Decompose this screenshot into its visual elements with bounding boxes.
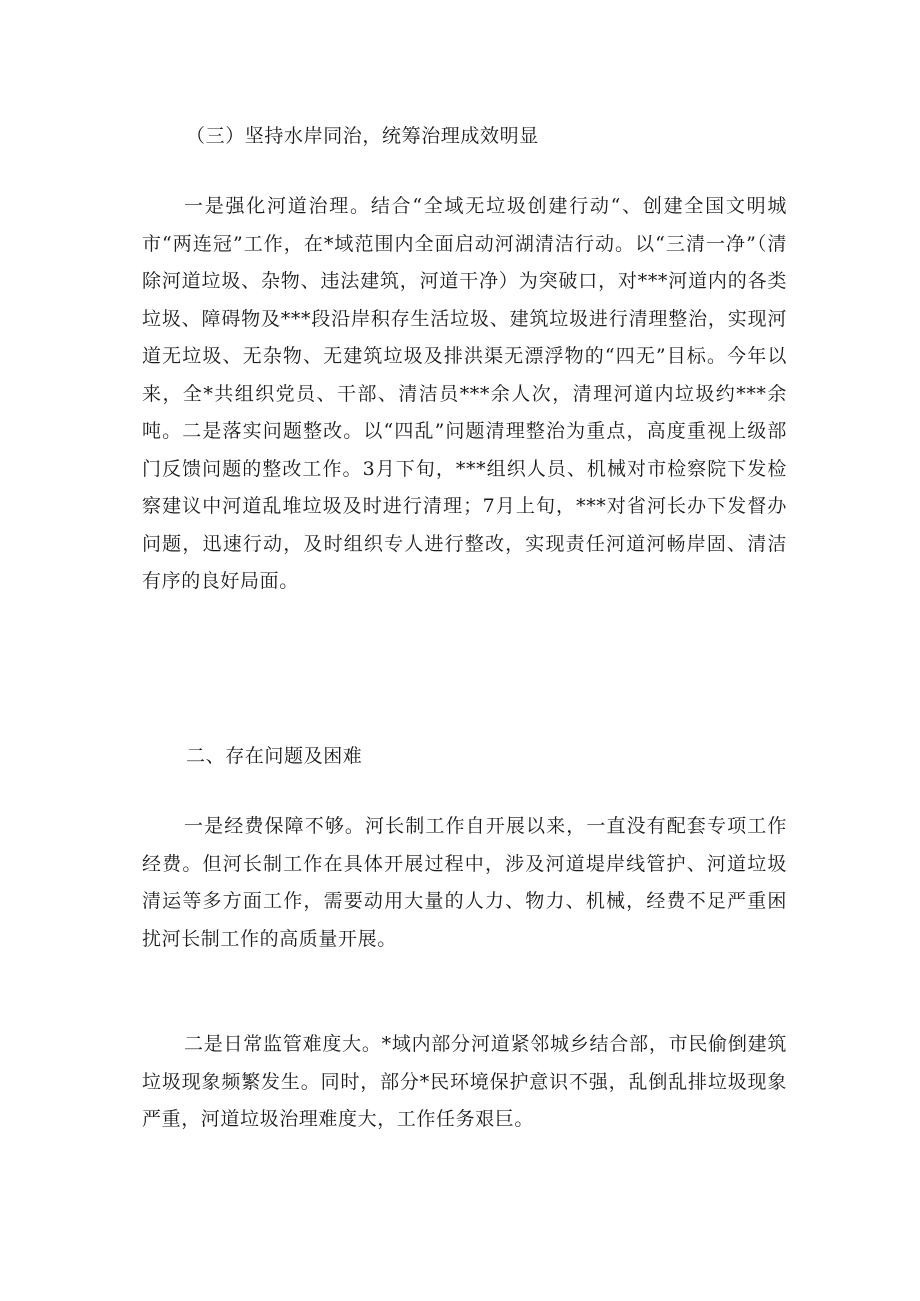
section-heading-3: （三）坚持水岸同治，统筹治理成效明显 xyxy=(186,125,539,147)
paragraph-funding: 一是经费保障不够。河长制工作自开展以来，一直没有配套专项工作经费。但河长制工作在具体开展过程中，涉及河道堤岸线管护、河道垃圾清运等多方面工作，需要动用大量的人力、物力、机械，经费不足严重困扰河长制工作的高质量开展。 xyxy=(142,815,787,950)
paragraph-river-governance: 一是强化河道治理。结合“全域无垃圾创建行动“、创建全国文明城市“两连冠”工作，在*域范围内全面启动河湖清洁行动。以“三清一净”（清除河道垃圾、杂物、违法建筑，河道干净）为突破口，对***河道内的各类垃圾、障碍物及***段沿岸积存生活垃圾、建筑垃圾进行清理整治，实现河道无垃圾、无杂物、无建筑垃圾及排洪渠无漂浮物的“四无”目标。今年以来，全*共组织党员、干部、清洁员***余人次，清理河道内垃圾约***余吨。二是落实问题整改。以“四乱”问题清理整治为重点，高度重视上级部门反馈问题的整改工作。3月下旬，***组织人员、机械对市检察院下发检察建议中河道乱堆垃圾及时进行清理；7月上旬，***对省河长办下发督办问题，迅速行动，及时组织专人进行整改，实现责任河道河畅岸固、清洁有序的良好局面。 xyxy=(142,195,787,592)
paragraph-supervision: 二是日常监管难度大。*域内部分河道紧邻城乡结合部，市民偷倒建筑垃圾现象频繁发生。同时，部分*民环境保护意识不强，乱倒乱排垃圾现象严重，河道垃圾治理难度大，工作任务艰巨。 xyxy=(142,1033,787,1130)
section-heading-problems: 二、存在问题及困难 xyxy=(186,745,363,767)
